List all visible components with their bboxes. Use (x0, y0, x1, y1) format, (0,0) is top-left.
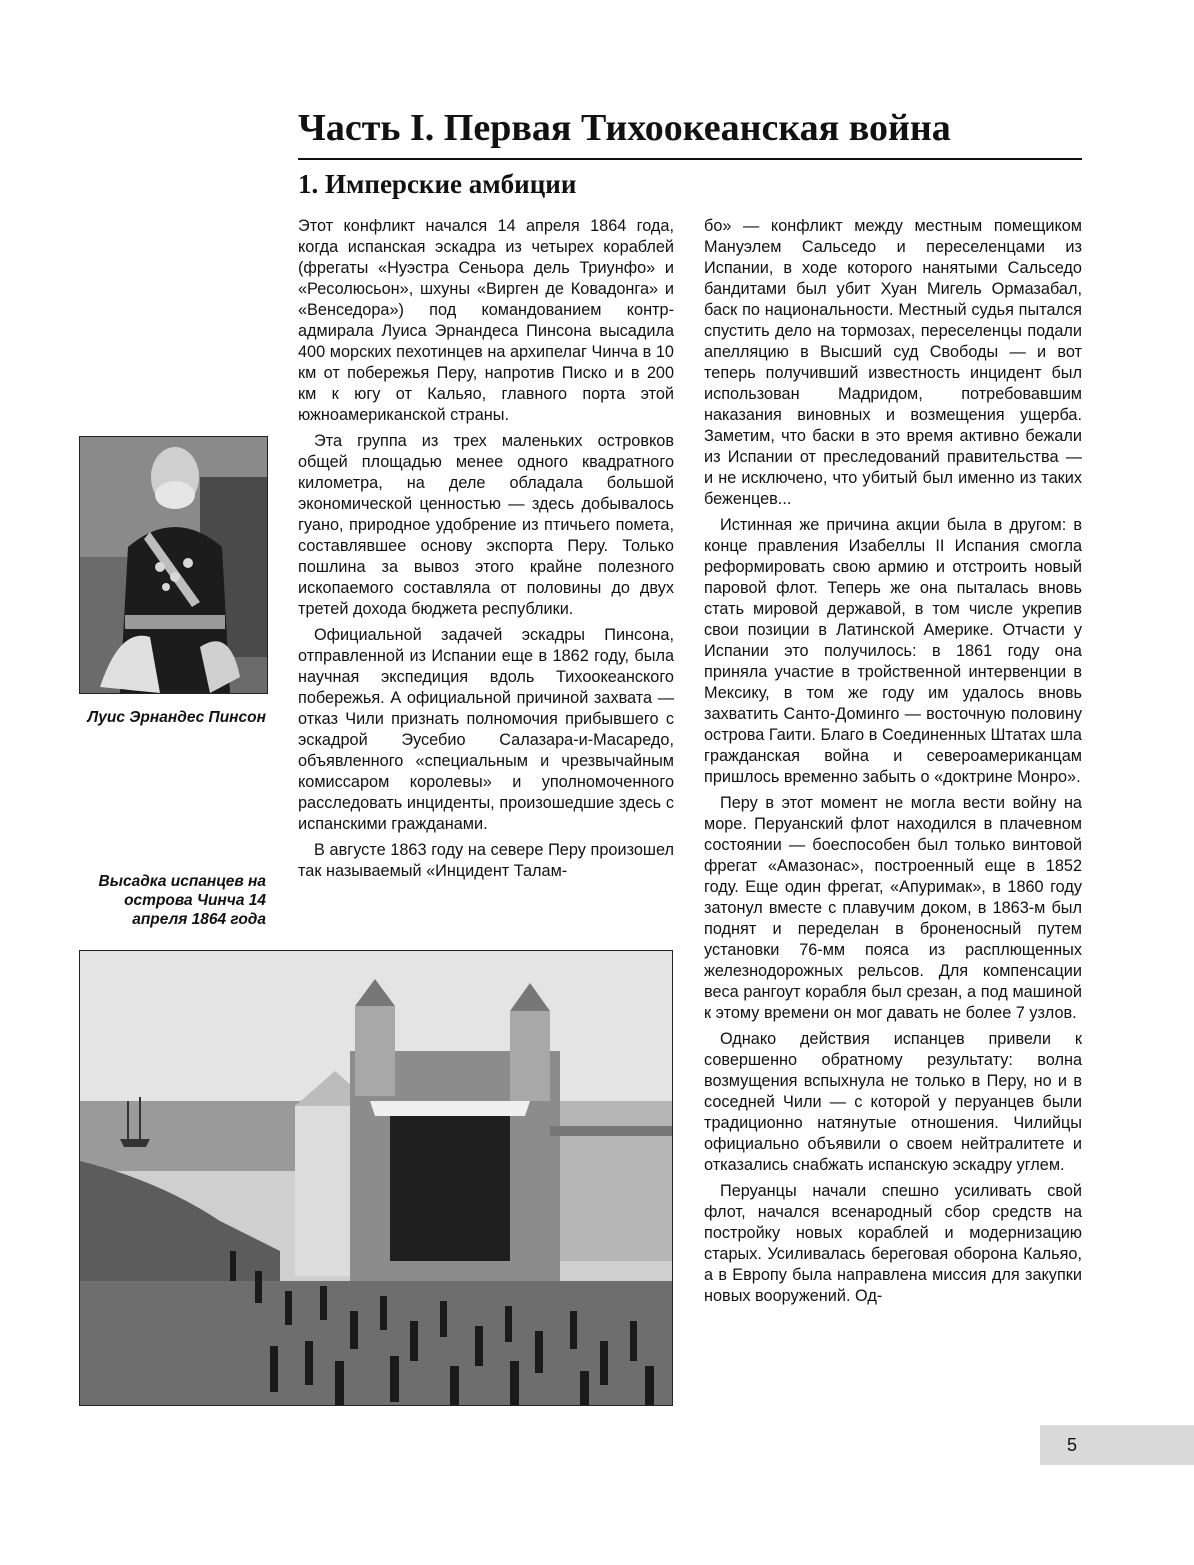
text-column-left (298, 216, 674, 882)
paragraph: Перуанцы начали спешно усиливать свой флот, начался всенародный сбор средств на постройку новых кораблей и модернизацию старых. Усиливалась береговая оборона Кальяо, а в Европу была направлена миссия для закупки новых вооружений. Од- (704, 1182, 1082, 1305)
page-number-box (1040, 1425, 1194, 1465)
portrait-photo (79, 436, 268, 694)
paragraph: Этот конфликт начался 14 апреля 1864 года, когда испанская эскадра из четырех кораблей (фрегаты «Нуэстра Сеньора дель Триунфо» и «Ресолюсьон», шхуны «Вирген де Ковадонга» и «Венседора») под командованием контр-адмирала Луиса Эрнандеса Пинсона высадила 400 морских пехотинцев на архипелаг Чинча в 10 км от побережья Перу, напротив Писко и в 200 км к югу от Кальяо, главного порта этой южноамериканской страны. (298, 217, 674, 424)
paragraph: В августе 1863 году на севере Перу произошел так называемый «Инцидент Талам- (298, 841, 674, 880)
chapter-title: 1. Имперские амбиции (298, 169, 577, 199)
paragraph: Истинная же причина акции была в другом: в конце правления Изабеллы II Испания смогла реформировать свою армию и отстроить новый паровой флот. Теперь же она пыталась вновь стать мировой державой, в том числе укрепив свои позиции в Латинской Америке. Отчасти у Испании это получилось: в 1861 году она приняла участие в тройственной интервенции в Мексику, в том же году им удалось вновь захватить Санто-Доминго — восточную половину острова Гаити. Благо в Соединенных Штатах шла гражданская война и североамериканцам пришлось временно забыть о «доктрине Монро». (704, 516, 1082, 786)
landing-photo (79, 950, 673, 1406)
part-title: Часть I. Первая Тихоокеанская война (298, 107, 951, 149)
paragraph: бо» — конфликт между местным помещиком Мануэлем Сальседо и переселенцами из Испании, в ходе которого нанятыми Сальседо бандитами был убит Хуан Мигель Ормазабал, баск по национальности. Местный судья пытался спустить дело на тормозах, переселенцы подали апелляцию в Высший суд Свободы — и вот теперь получивший известность инцидент был использован Мадридом, потребовавшим наказания виновных и возмещения ущерба. Заметим, что баски в это время активно бежали из Испании от преследований правительства — и не исключено, что убитый был именно из таких беженцев... (704, 217, 1082, 508)
paragraph: Однако действия испанцев привели к совершенно обратному результату: волна возмущения вспыхнула не только в Перу, но и в соседней Чили — с которой у перуанцев были традиционно натянутые отношения. Чилийцы официально объявили о своем нейтралитете и отказались снабжать испанскую эскадру углем. (704, 1030, 1082, 1174)
paragraph: Официальной задачей эскадры Пинсона, отправленной из Испании еще в 1862 году, была научная экспедиция вдоль Тихоокеанского побережья. А официальной причиной захвата — отказ Чили признать полномочия прибывшего с эскадрой Эусебио Салазара-и-Масаредо, объявленного «специальным и чрезвычайным комиссаром королевы» и уполномоченного расследовать инциденты, произошедшие здесь с испанскими гражданами. (298, 626, 674, 833)
paragraph: Перу в этот момент не могла вести войну на море. Перуанский флот находился в плачевном состоянии — боеспособен был только винтовой фрегат «Амазонас», построенный еще в 1852 году. Еще один фрегат, «Апуримак», в 1860 году затонул вместе с плавучим доком, в 1863-м был поднят и переделан в броненосный путем установки 76-мм пояса из расплющенных железнодорожных рельсов. Для компенсации веса рангоут корабля был срезан, а под машиной к этому времени он мог давать не более 7 узлов. (704, 794, 1082, 1022)
text-column-right (704, 216, 1082, 1307)
portrait-caption: Луис Эрнандес Пинсон (87, 709, 266, 726)
paragraph: Эта группа из трех маленьких островков общей площадью менее одного квадратного километра, на деле обладала большой экономической ценностью — здесь добывалось гуано, природное удобрение из птичьего помета, составлявшее основу экспорта Перу. Только пошлина за вывоз этого крайне полезного ископаемого составляла от половины до двух третей дохода бюджета республики. (298, 432, 674, 618)
page-number: 5 (1066, 1435, 1077, 1455)
title-rule (298, 158, 1082, 160)
landing-caption: Высадка испанцев на острова Чинча 14 апреля 1864 года (98, 873, 266, 928)
